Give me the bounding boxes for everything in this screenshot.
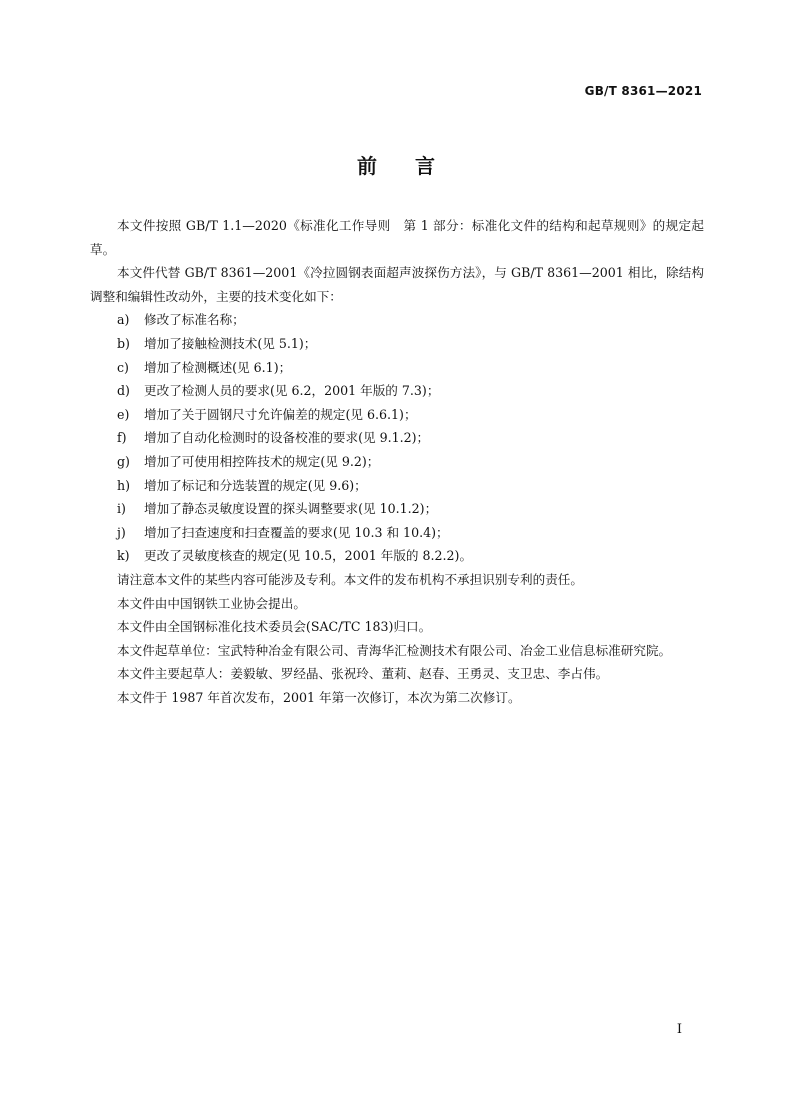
list-item-text: 增加了扫查速度和扫查覆盖的要求(见 10.3 和 10.4)； — [144, 524, 449, 540]
page-number: I — [676, 1022, 682, 1037]
list-item-label: g) — [117, 453, 130, 469]
paragraph-replacement: 本文件代替 GB/T 8361—2001《冷拉圆钢表面超声波探伤方法》，与 GB/T 8361—2001 相比，除结构调整和编辑性改动外，主要的技术变化如下： — [90, 265, 704, 304]
list-item-text: 更改了灵敏度核查的规定(见 10.5，2001 年版的 8.2.2)。 — [144, 548, 473, 564]
list-item-label: f) — [117, 430, 127, 446]
paragraph-drafters: 本文件主要起草人：姜毅敏、罗经晶、张祝玲、董莉、赵春、王勇灵、支卫忠、李占伟。 — [117, 666, 609, 682]
changes-list — [90, 308, 704, 568]
list-item-text: 增加了检测概述(见 6.1)； — [144, 359, 292, 375]
paragraph-patent-notice: 请注意本文件的某些内容可能涉及专利。本文件的发布机构不承担识别专利的责任。 — [117, 571, 583, 587]
list-item-label: j) — [117, 524, 126, 540]
paragraph-proposer: 本文件由中国钢铁工业协会提出。 — [117, 595, 306, 611]
page-title: 前言 — [357, 154, 473, 178]
paragraph-drafting-rules: 本文件按照 GB/T 1.1—2020《标准化工作导则 第 1 部分：标准化文件的结构和起草规则》的规定起草。 — [90, 218, 704, 257]
paragraph-drafting-units: 本文件起草单位：宝武特种冶金有限公司、青海华汇检测技术有限公司、冶金工业信息标准研究院。 — [117, 642, 672, 658]
list-item-text: 增加了接触检测技术(见 5.1)； — [144, 335, 317, 351]
list-item — [90, 308, 704, 332]
list-item — [90, 497, 704, 521]
standard-code: GB/T 8361—2021 — [584, 84, 702, 98]
list-item — [90, 426, 704, 450]
list-item-text: 增加了标记和分选装置的规定(见 9.6)； — [144, 477, 367, 493]
list-item-label: d) — [117, 383, 130, 399]
list-item-text: 增加了关于圆钢尺寸允许偏差的规定(见 6.6.1)； — [144, 406, 417, 422]
list-item — [90, 474, 704, 498]
list-item — [90, 379, 704, 403]
list-item — [90, 521, 704, 545]
list-item-label: a) — [117, 312, 130, 328]
list-item-text: 增加了静态灵敏度设置的探头调整要求(见 10.1.2)； — [144, 501, 438, 517]
list-item — [90, 403, 704, 427]
list-item-label: i) — [117, 501, 126, 517]
foreword-body — [90, 214, 704, 709]
list-item-text: 更改了检测人员的要求(见 6.2，2001 年版的 7.3)； — [144, 383, 440, 399]
list-item-text: 修改了标准名称； — [144, 312, 245, 328]
list-item — [90, 544, 704, 568]
paragraph-committee: 本文件由全国钢标准化技术委员会(SAC/TC 183)归口。 — [117, 619, 432, 635]
list-item-label: k) — [117, 548, 130, 564]
paragraph-publication-history: 本文件于 1987 年首次发布，2001 年第一次修订，本次为第二次修订。 — [117, 689, 521, 705]
list-item-label: h) — [117, 477, 131, 493]
list-item-label: e) — [117, 406, 130, 422]
list-item-label: b) — [117, 335, 130, 351]
list-item-text: 增加了自动化检测时的设备校准的要求(见 9.1.2)； — [144, 430, 430, 446]
list-item — [90, 450, 704, 474]
list-item — [90, 332, 704, 356]
list-item-label: c) — [117, 359, 129, 375]
list-item-text: 增加了可使用相控阵技术的规定(见 9.2)； — [144, 453, 380, 469]
list-item — [90, 356, 704, 380]
